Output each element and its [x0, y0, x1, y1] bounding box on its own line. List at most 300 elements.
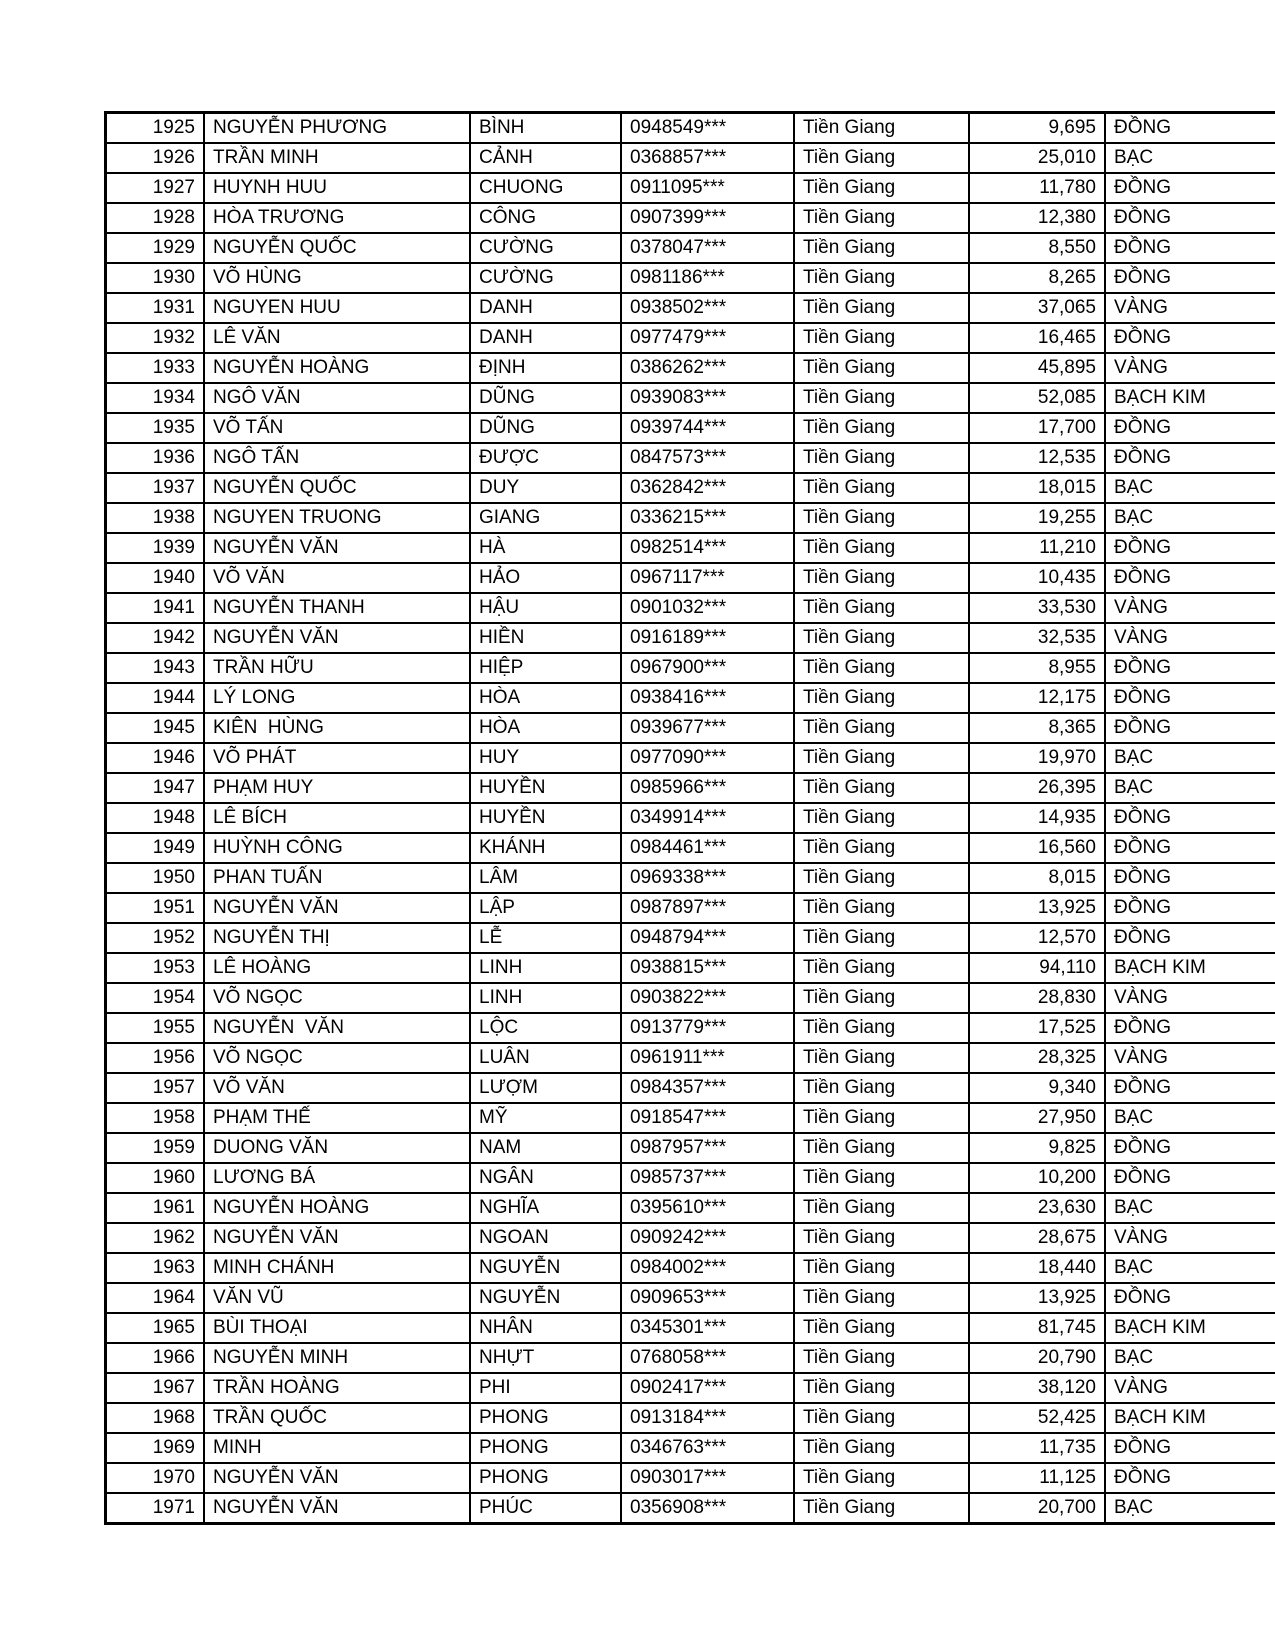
table-row — [106, 1373, 1275, 1403]
cell-last-name: LUÂN — [470, 1043, 621, 1073]
cell-points: 11,735 — [969, 1433, 1105, 1463]
cell-last-name: HIỀN — [470, 623, 621, 653]
cell-phone-masked: 0969338*** — [621, 863, 794, 893]
table-row — [106, 1163, 1275, 1193]
cell-points: 94,110 — [969, 953, 1105, 983]
cell-last-name: CÔNG — [470, 203, 621, 233]
cell-first-middle-name: LƯƠNG BÁ — [204, 1163, 470, 1193]
cell-phone-masked: 0902417*** — [621, 1373, 794, 1403]
cell-tier: BẠC — [1105, 1343, 1275, 1373]
cell-points: 9,695 — [969, 113, 1105, 144]
cell-tier: ĐỒNG — [1105, 893, 1275, 923]
cell-row-number: 1931 — [106, 293, 205, 323]
cell-first-middle-name: MINH — [204, 1433, 470, 1463]
cell-phone-masked: 0939083*** — [621, 383, 794, 413]
cell-row-number: 1940 — [106, 563, 205, 593]
cell-province: Tiền Giang — [794, 413, 969, 443]
cell-points: 8,015 — [969, 863, 1105, 893]
cell-last-name: HÒA — [470, 683, 621, 713]
cell-phone-masked: 0368857*** — [621, 143, 794, 173]
cell-province: Tiền Giang — [794, 1373, 969, 1403]
cell-phone-masked: 0939677*** — [621, 713, 794, 743]
cell-points: 16,465 — [969, 323, 1105, 353]
loyalty-members-table — [104, 111, 1275, 1525]
cell-province: Tiền Giang — [794, 593, 969, 623]
table-row — [106, 173, 1275, 203]
cell-last-name: PHI — [470, 1373, 621, 1403]
cell-phone-masked: 0901032*** — [621, 593, 794, 623]
cell-phone-masked: 0977090*** — [621, 743, 794, 773]
cell-row-number: 1946 — [106, 743, 205, 773]
table-row — [106, 893, 1275, 923]
cell-last-name: DUY — [470, 473, 621, 503]
cell-tier: VÀNG — [1105, 983, 1275, 1013]
cell-last-name: CƯỜNG — [470, 233, 621, 263]
cell-phone-masked: 0362842*** — [621, 473, 794, 503]
cell-province: Tiền Giang — [794, 623, 969, 653]
cell-last-name: NHÂN — [470, 1313, 621, 1343]
cell-first-middle-name: NGUYỄN THANH — [204, 593, 470, 623]
cell-province: Tiền Giang — [794, 383, 969, 413]
table-row — [106, 1343, 1275, 1373]
cell-row-number: 1949 — [106, 833, 205, 863]
cell-last-name: LÂM — [470, 863, 621, 893]
cell-row-number: 1954 — [106, 983, 205, 1013]
cell-last-name: NGÂN — [470, 1163, 621, 1193]
cell-points: 19,255 — [969, 503, 1105, 533]
cell-first-middle-name: LÊ VĂN — [204, 323, 470, 353]
cell-row-number: 1951 — [106, 893, 205, 923]
table-row — [106, 1253, 1275, 1283]
cell-tier: BẠCH KIM — [1105, 1313, 1275, 1343]
cell-last-name: DANH — [470, 293, 621, 323]
cell-province: Tiền Giang — [794, 113, 969, 144]
cell-phone-masked: 0916189*** — [621, 623, 794, 653]
cell-row-number: 1953 — [106, 953, 205, 983]
cell-tier: ĐỒNG — [1105, 413, 1275, 443]
table-row — [106, 563, 1275, 593]
cell-points: 26,395 — [969, 773, 1105, 803]
cell-row-number: 1958 — [106, 1103, 205, 1133]
table-row — [106, 593, 1275, 623]
cell-first-middle-name: NGUYỄN VĂN — [204, 1223, 470, 1253]
cell-points: 37,065 — [969, 293, 1105, 323]
cell-points: 25,010 — [969, 143, 1105, 173]
cell-points: 10,200 — [969, 1163, 1105, 1193]
cell-province: Tiền Giang — [794, 1133, 969, 1163]
cell-tier: ĐỒNG — [1105, 923, 1275, 953]
cell-last-name: HUYỀN — [470, 803, 621, 833]
cell-last-name: HẬU — [470, 593, 621, 623]
cell-first-middle-name: NGUYỄN QUỐC — [204, 473, 470, 503]
cell-phone-masked: 0913184*** — [621, 1403, 794, 1433]
cell-phone-masked: 0378047*** — [621, 233, 794, 263]
cell-phone-masked: 0967900*** — [621, 653, 794, 683]
cell-phone-masked: 0961911*** — [621, 1043, 794, 1073]
cell-tier: VÀNG — [1105, 1043, 1275, 1073]
cell-phone-masked: 0985966*** — [621, 773, 794, 803]
cell-tier: BẠC — [1105, 143, 1275, 173]
cell-row-number: 1955 — [106, 1013, 205, 1043]
cell-province: Tiền Giang — [794, 743, 969, 773]
cell-tier: VÀNG — [1105, 353, 1275, 383]
cell-points: 12,570 — [969, 923, 1105, 953]
cell-points: 9,825 — [969, 1133, 1105, 1163]
cell-tier: ĐỒNG — [1105, 833, 1275, 863]
cell-last-name: MỸ — [470, 1103, 621, 1133]
cell-points: 8,955 — [969, 653, 1105, 683]
table-row — [106, 1493, 1275, 1524]
cell-tier: ĐỒNG — [1105, 533, 1275, 563]
cell-first-middle-name: NGUYEN HUU — [204, 293, 470, 323]
table-row — [106, 1433, 1275, 1463]
cell-row-number: 1927 — [106, 173, 205, 203]
cell-first-middle-name: NGUYỄN MINH — [204, 1343, 470, 1373]
cell-last-name: HUYỀN — [470, 773, 621, 803]
cell-tier: ĐỒNG — [1105, 203, 1275, 233]
cell-row-number: 1943 — [106, 653, 205, 683]
cell-points: 23,630 — [969, 1193, 1105, 1223]
table-row — [106, 1133, 1275, 1163]
cell-last-name: CHUONG — [470, 173, 621, 203]
cell-first-middle-name: NGUYEN TRUONG — [204, 503, 470, 533]
cell-first-middle-name: VÕ HÙNG — [204, 263, 470, 293]
cell-province: Tiền Giang — [794, 233, 969, 263]
cell-first-middle-name: DUONG VĂN — [204, 1133, 470, 1163]
table-row — [106, 923, 1275, 953]
cell-tier: BẠC — [1105, 773, 1275, 803]
cell-points: 52,425 — [969, 1403, 1105, 1433]
cell-row-number: 1934 — [106, 383, 205, 413]
cell-province: Tiền Giang — [794, 983, 969, 1013]
cell-province: Tiền Giang — [794, 443, 969, 473]
cell-row-number: 1937 — [106, 473, 205, 503]
cell-row-number: 1968 — [106, 1403, 205, 1433]
cell-first-middle-name: HUỲNH CÔNG — [204, 833, 470, 863]
cell-points: 10,435 — [969, 563, 1105, 593]
cell-phone-masked: 0847573*** — [621, 443, 794, 473]
cell-tier: BẠC — [1105, 1193, 1275, 1223]
cell-province: Tiền Giang — [794, 1493, 969, 1524]
cell-row-number: 1929 — [106, 233, 205, 263]
cell-province: Tiền Giang — [794, 893, 969, 923]
table-row — [106, 1013, 1275, 1043]
cell-province: Tiền Giang — [794, 803, 969, 833]
cell-tier: ĐỒNG — [1105, 233, 1275, 263]
cell-last-name: KHÁNH — [470, 833, 621, 863]
cell-tier: ĐỒNG — [1105, 263, 1275, 293]
cell-phone-masked: 0903017*** — [621, 1463, 794, 1493]
cell-tier: BẠC — [1105, 1253, 1275, 1283]
cell-tier: ĐỒNG — [1105, 563, 1275, 593]
cell-first-middle-name: TRẦN QUỐC — [204, 1403, 470, 1433]
cell-last-name: HUY — [470, 743, 621, 773]
cell-tier: ĐỒNG — [1105, 1073, 1275, 1103]
cell-row-number: 1961 — [106, 1193, 205, 1223]
cell-row-number: 1935 — [106, 413, 205, 443]
table-row — [106, 413, 1275, 443]
cell-tier: BẠC — [1105, 473, 1275, 503]
cell-phone-masked: 0909653*** — [621, 1283, 794, 1313]
cell-tier: BẠC — [1105, 1493, 1275, 1524]
cell-first-middle-name: VÕ VĂN — [204, 1073, 470, 1103]
cell-tier: VÀNG — [1105, 623, 1275, 653]
cell-phone-masked: 0336215*** — [621, 503, 794, 533]
table-row — [106, 953, 1275, 983]
cell-points: 13,925 — [969, 893, 1105, 923]
cell-row-number: 1941 — [106, 593, 205, 623]
cell-last-name: NGUYỄN — [470, 1283, 621, 1313]
table-row — [106, 653, 1275, 683]
table-row — [106, 863, 1275, 893]
cell-row-number: 1930 — [106, 263, 205, 293]
cell-tier: ĐỒNG — [1105, 323, 1275, 353]
table-row — [106, 353, 1275, 383]
cell-first-middle-name: LÊ HOÀNG — [204, 953, 470, 983]
cell-first-middle-name: PHẠM HUY — [204, 773, 470, 803]
cell-phone-masked: 0981186*** — [621, 263, 794, 293]
table-row — [106, 743, 1275, 773]
cell-points: 11,210 — [969, 533, 1105, 563]
cell-province: Tiền Giang — [794, 1313, 969, 1343]
cell-last-name: DANH — [470, 323, 621, 353]
cell-last-name: DŨNG — [470, 383, 621, 413]
cell-province: Tiền Giang — [794, 503, 969, 533]
cell-phone-masked: 0913779*** — [621, 1013, 794, 1043]
cell-tier: ĐỒNG — [1105, 1433, 1275, 1463]
cell-phone-masked: 0948549*** — [621, 113, 794, 144]
cell-tier: VÀNG — [1105, 1373, 1275, 1403]
cell-tier: ĐỒNG — [1105, 443, 1275, 473]
cell-phone-masked: 0356908*** — [621, 1493, 794, 1524]
cell-points: 17,700 — [969, 413, 1105, 443]
cell-province: Tiền Giang — [794, 1163, 969, 1193]
cell-phone-masked: 0977479*** — [621, 323, 794, 353]
table-row — [106, 713, 1275, 743]
cell-row-number: 1928 — [106, 203, 205, 233]
cell-tier: ĐỒNG — [1105, 653, 1275, 683]
cell-tier: ĐỒNG — [1105, 713, 1275, 743]
cell-first-middle-name: NGUYỄN QUỐC — [204, 233, 470, 263]
cell-province: Tiền Giang — [794, 173, 969, 203]
cell-points: 27,950 — [969, 1103, 1105, 1133]
cell-row-number: 1948 — [106, 803, 205, 833]
cell-last-name: GIANG — [470, 503, 621, 533]
cell-phone-masked: 0967117*** — [621, 563, 794, 593]
cell-phone-masked: 0987957*** — [621, 1133, 794, 1163]
cell-province: Tiền Giang — [794, 1433, 969, 1463]
cell-province: Tiền Giang — [794, 203, 969, 233]
cell-row-number: 1969 — [106, 1433, 205, 1463]
cell-phone-masked: 0768058*** — [621, 1343, 794, 1373]
cell-first-middle-name: VĂN VŨ — [204, 1283, 470, 1313]
cell-phone-masked: 0918547*** — [621, 1103, 794, 1133]
cell-first-middle-name: MINH CHÁNH — [204, 1253, 470, 1283]
cell-last-name: LỘC — [470, 1013, 621, 1043]
cell-first-middle-name: PHAN TUẤN — [204, 863, 470, 893]
cell-last-name: LINH — [470, 983, 621, 1013]
cell-points: 38,120 — [969, 1373, 1105, 1403]
cell-first-middle-name: NGUYỄN VĂN — [204, 1493, 470, 1524]
cell-phone-masked: 0346763*** — [621, 1433, 794, 1463]
cell-last-name: NGOAN — [470, 1223, 621, 1253]
cell-province: Tiền Giang — [794, 1103, 969, 1133]
cell-points: 19,970 — [969, 743, 1105, 773]
table-row — [106, 143, 1275, 173]
cell-last-name: PHONG — [470, 1463, 621, 1493]
cell-last-name: NAM — [470, 1133, 621, 1163]
cell-row-number: 1964 — [106, 1283, 205, 1313]
cell-last-name: NGHĨA — [470, 1193, 621, 1223]
cell-phone-masked: 0907399*** — [621, 203, 794, 233]
cell-row-number: 1965 — [106, 1313, 205, 1343]
cell-province: Tiền Giang — [794, 563, 969, 593]
cell-points: 28,325 — [969, 1043, 1105, 1073]
cell-phone-masked: 0982514*** — [621, 533, 794, 563]
cell-last-name: PHONG — [470, 1433, 621, 1463]
cell-row-number: 1952 — [106, 923, 205, 953]
cell-last-name: HIỆP — [470, 653, 621, 683]
cell-tier: BẠC — [1105, 1103, 1275, 1133]
cell-first-middle-name: VÕ VĂN — [204, 563, 470, 593]
cell-last-name: LINH — [470, 953, 621, 983]
cell-phone-masked: 0987897*** — [621, 893, 794, 923]
cell-phone-masked: 0349914*** — [621, 803, 794, 833]
cell-last-name: BÌNH — [470, 113, 621, 144]
table-row — [106, 443, 1275, 473]
cell-tier: ĐỒNG — [1105, 683, 1275, 713]
cell-province: Tiền Giang — [794, 1463, 969, 1493]
table-row — [106, 1313, 1275, 1343]
cell-tier: VÀNG — [1105, 293, 1275, 323]
table-row — [106, 683, 1275, 713]
cell-first-middle-name: HÒA TRƯƠNG — [204, 203, 470, 233]
cell-tier: ĐỒNG — [1105, 113, 1275, 144]
cell-last-name: CẢNH — [470, 143, 621, 173]
cell-tier: BẠC — [1105, 503, 1275, 533]
table-row — [106, 773, 1275, 803]
cell-row-number: 1939 — [106, 533, 205, 563]
cell-row-number: 1945 — [106, 713, 205, 743]
cell-phone-masked: 0909242*** — [621, 1223, 794, 1253]
cell-last-name: NHỰT — [470, 1343, 621, 1373]
cell-tier: ĐỒNG — [1105, 1463, 1275, 1493]
cell-province: Tiền Giang — [794, 143, 969, 173]
cell-province: Tiền Giang — [794, 533, 969, 563]
table-row — [106, 1223, 1275, 1253]
cell-points: 81,745 — [969, 1313, 1105, 1343]
cell-first-middle-name: NGUYỄN VĂN — [204, 1013, 470, 1043]
cell-first-middle-name: NGUYỄN PHƯƠNG — [204, 113, 470, 144]
cell-first-middle-name: NGÔ TẤN — [204, 443, 470, 473]
cell-tier: VÀNG — [1105, 593, 1275, 623]
cell-province: Tiền Giang — [794, 1343, 969, 1373]
cell-first-middle-name: LÝ LONG — [204, 683, 470, 713]
table-row — [106, 1043, 1275, 1073]
cell-last-name: HÀ — [470, 533, 621, 563]
cell-first-middle-name: LÊ BÍCH — [204, 803, 470, 833]
cell-province: Tiền Giang — [794, 773, 969, 803]
cell-last-name: CƯỜNG — [470, 263, 621, 293]
cell-row-number: 1970 — [106, 1463, 205, 1493]
table-body — [106, 113, 1275, 1524]
table-row — [106, 293, 1275, 323]
cell-province: Tiền Giang — [794, 1253, 969, 1283]
cell-tier: BẠC — [1105, 743, 1275, 773]
table-row — [106, 1103, 1275, 1133]
cell-province: Tiền Giang — [794, 683, 969, 713]
cell-phone-masked: 0911095*** — [621, 173, 794, 203]
cell-points: 33,530 — [969, 593, 1105, 623]
cell-phone-masked: 0984002*** — [621, 1253, 794, 1283]
cell-phone-masked: 0984357*** — [621, 1073, 794, 1103]
cell-phone-masked: 0938815*** — [621, 953, 794, 983]
cell-phone-masked: 0345301*** — [621, 1313, 794, 1343]
cell-first-middle-name: NGUYỄN VĂN — [204, 533, 470, 563]
table-row — [106, 983, 1275, 1013]
cell-last-name: ĐƯỢC — [470, 443, 621, 473]
table-row — [106, 533, 1275, 563]
table-row — [106, 833, 1275, 863]
cell-last-name: PHONG — [470, 1403, 621, 1433]
table-row — [106, 1463, 1275, 1493]
cell-province: Tiền Giang — [794, 473, 969, 503]
cell-province: Tiền Giang — [794, 653, 969, 683]
cell-first-middle-name: NGUYỄN HOÀNG — [204, 1193, 470, 1223]
table-row — [106, 1283, 1275, 1313]
cell-points: 52,085 — [969, 383, 1105, 413]
cell-province: Tiền Giang — [794, 1073, 969, 1103]
cell-province: Tiền Giang — [794, 923, 969, 953]
cell-points: 14,935 — [969, 803, 1105, 833]
table-row — [106, 473, 1275, 503]
cell-first-middle-name: NGUYỄN VĂN — [204, 893, 470, 923]
cell-last-name: HÒA — [470, 713, 621, 743]
cell-last-name: DŨNG — [470, 413, 621, 443]
cell-points: 32,535 — [969, 623, 1105, 653]
cell-tier: BẠCH KIM — [1105, 953, 1275, 983]
table-row — [106, 1073, 1275, 1103]
cell-row-number: 1956 — [106, 1043, 205, 1073]
cell-first-middle-name: VÕ TẤN — [204, 413, 470, 443]
cell-row-number: 1957 — [106, 1073, 205, 1103]
cell-first-middle-name: NGUYỄN THỊ — [204, 923, 470, 953]
cell-row-number: 1960 — [106, 1163, 205, 1193]
cell-points: 28,675 — [969, 1223, 1105, 1253]
table-row — [106, 383, 1275, 413]
cell-phone-masked: 0948794*** — [621, 923, 794, 953]
cell-province: Tiền Giang — [794, 833, 969, 863]
cell-first-middle-name: VÕ NGỌC — [204, 1043, 470, 1073]
cell-province: Tiền Giang — [794, 1283, 969, 1313]
cell-phone-masked: 0938416*** — [621, 683, 794, 713]
cell-province: Tiền Giang — [794, 863, 969, 893]
cell-first-middle-name: KIÊN HÙNG — [204, 713, 470, 743]
cell-province: Tiền Giang — [794, 1193, 969, 1223]
cell-first-middle-name: TRẦN HOÀNG — [204, 1373, 470, 1403]
cell-first-middle-name: NGUYỄN HOÀNG — [204, 353, 470, 383]
cell-row-number: 1942 — [106, 623, 205, 653]
cell-phone-masked: 0903822*** — [621, 983, 794, 1013]
cell-tier: ĐỒNG — [1105, 1013, 1275, 1043]
cell-first-middle-name: NGUYỄN VĂN — [204, 623, 470, 653]
cell-first-middle-name: PHẠM THẾ — [204, 1103, 470, 1133]
cell-tier: ĐỒNG — [1105, 173, 1275, 203]
cell-row-number: 1971 — [106, 1493, 205, 1524]
cell-row-number: 1933 — [106, 353, 205, 383]
cell-points: 20,790 — [969, 1343, 1105, 1373]
cell-phone-masked: 0386262*** — [621, 353, 794, 383]
